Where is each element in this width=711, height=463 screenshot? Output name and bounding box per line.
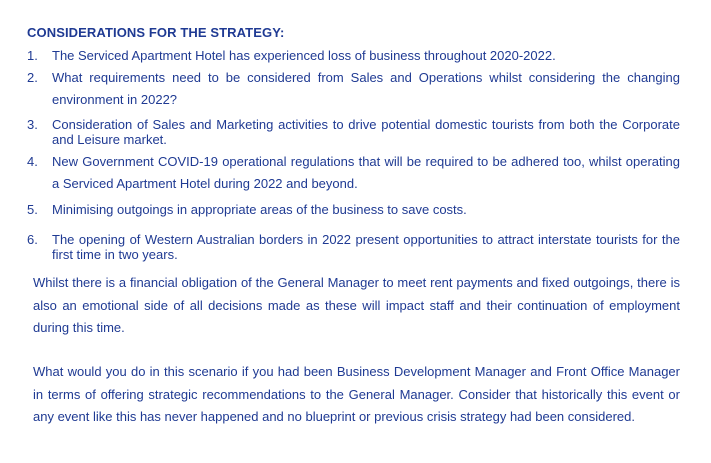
list-item-number: 5.	[27, 202, 38, 217]
list-item-text: The Serviced Apartment Hotel has experienced loss of business throughout 2020-2022.	[52, 48, 556, 63]
list-item-text: What requirements need to be considered from Sales and Operations whilst considering the changing environment in 2022?	[52, 70, 680, 107]
list-item-text: Minimising outgoings in appropriate areas of the business to save costs.	[52, 202, 467, 217]
body-paragraph: What would you do in this scenario if you had been Business Development Manager and Front Office Manager in terms of offering strategic recommendations to the General Manager. Consider that historically this event or any event like this has never happened and no blueprint or previous crisis strategy had been considered.	[33, 364, 680, 424]
list-item-text: Consideration of Sales and Marketing activities to drive potential domestic tourists from both the Corporate and Leisure market.	[52, 117, 680, 147]
list-item-number: 3.	[27, 117, 38, 132]
list-item-text: New Government COVID-19 operational regulations that will be required to be adhered too, whilst operating a Serviced Apartment Hotel during 2022 and beyond.	[52, 154, 680, 191]
list-item-number: 4.	[27, 154, 38, 169]
list-item-number: 1.	[27, 48, 38, 63]
list-item-number: 6.	[27, 232, 38, 247]
list-item-text: The opening of Western Australian borders in 2022 present opportunities to attract interstate tourists for the first time in two years.	[52, 232, 680, 262]
section-heading: CONSIDERATIONS FOR THE STRATEGY:	[27, 25, 285, 40]
body-paragraph: Whilst there is a financial obligation of the General Manager to meet rent payments and fixed outgoings, there is also an emotional side of all decisions made as these will impact staff and their continuation of employment during this time.	[33, 275, 680, 335]
list-item-number: 2.	[27, 70, 38, 85]
